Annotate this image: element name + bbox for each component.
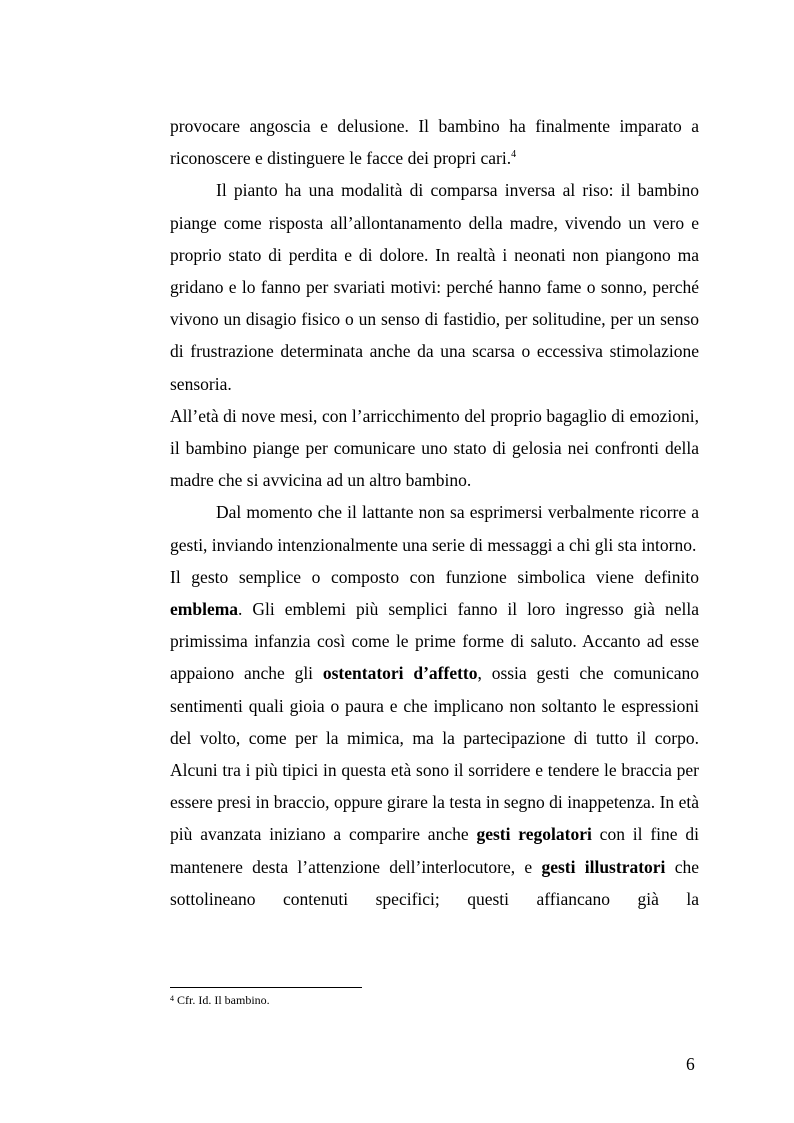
footnote-text: Cfr. Id. Il bambino. <box>174 993 270 1007</box>
paragraph-5 <box>170 561 699 915</box>
footnote <box>170 992 270 1008</box>
page-number: 6 <box>686 1054 695 1074</box>
paragraph-1 <box>170 110 699 174</box>
paragraph-1-text: provocare angoscia e delusione. Il bambino ha finalmente imparato a riconoscere e distinguere le facce dei propri cari. <box>170 116 699 169</box>
paragraph-3: All’età di nove mesi, con l’arricchimento del proprio bagaglio di emozioni, il bambino piange per comunicare uno stato di gelosia nei confronti della madre che si avvicina ad un altro bambino. <box>170 405 699 491</box>
paragraph-5-text-5: che sottolineano contenuti specifici; questi affiancano già la <box>170 856 699 909</box>
footnote-separator <box>170 987 362 988</box>
body-text <box>170 110 699 915</box>
paragraph-4: Dal momento che il lattante non sa esprimersi verbalmente ricorre a gesti, inviando intenzionalmente una serie di messaggi a chi gli sta intorno. <box>170 502 699 555</box>
footnote-reference: 4 <box>511 149 517 161</box>
paragraph-5-text-2: . Gli emblemi più semplici fanno il loro ingresso già nella primissima infanzia così come le prime forme di saluto. Accanto ad esse appaiono anche gli <box>170 599 699 684</box>
paragraph-5-text-3: , ossia gesti che comunicano sentimenti quali gioia o paura e che implicano non soltanto le espressioni del volto, come per la mimica, ma la partecipazione di tutto il corpo. Alcuni tra i più tipici in questa età sono il sorridere e tendere le braccia per essere presi in braccio, oppure girare la testa in segno di inappetenza. In età più avanzata iniziano a comparire anche <box>170 663 699 845</box>
term-ostentatori-affetto: ostentatori d’affetto <box>322 663 478 684</box>
footnote-number: 4 <box>170 994 174 1003</box>
paragraph-5-text-4: con il fine di mantenere desta l’attenzione dell’interlocutore, e <box>170 824 699 877</box>
term-gesti-regolatori: gesti regolatori <box>476 824 592 845</box>
term-emblema: emblema <box>170 599 239 620</box>
paragraph-5-text-1: Il gesto semplice o composto con funzione simbolica viene definito <box>170 566 699 587</box>
paragraph-2: Il pianto ha una modalità di comparsa inversa al riso: il bambino piange come risposta all’allontanamento della madre, vivendo un vero e proprio stato di perdita e di dolore. In realtà i neonati non piangono ma gridano e lo fanno per svariati motivi: perché hanno fame o sonno, perché vivono un disagio fisico o un senso di fastidio, per solitudine, per un senso di frustrazione determinata anche da una scarsa o eccessiva stimolazione sensoria. <box>170 180 699 394</box>
term-gesti-illustratori: gesti illustratori <box>541 856 666 877</box>
